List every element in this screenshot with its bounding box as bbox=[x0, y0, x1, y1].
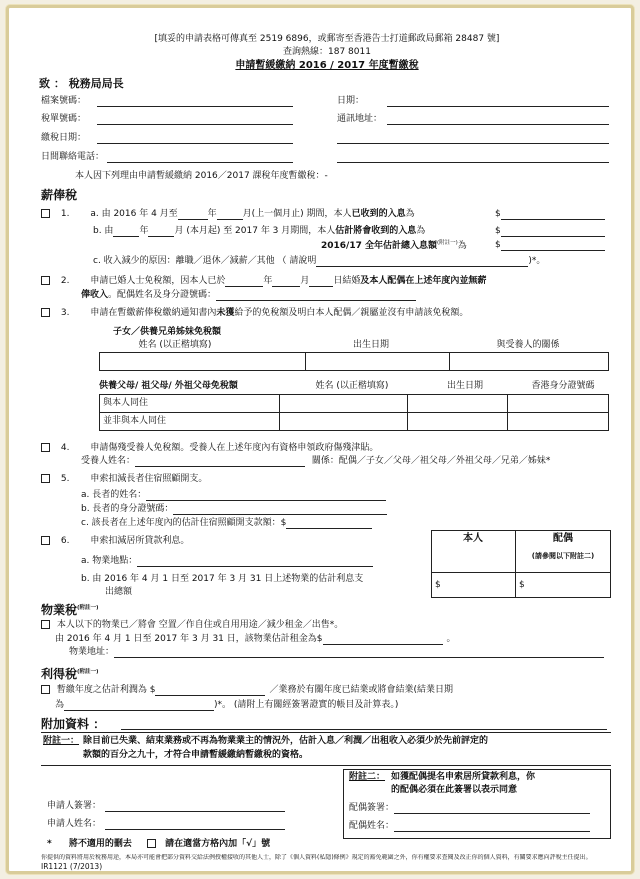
q6-checkbox[interactable] bbox=[41, 536, 50, 545]
q4-relation: 關係：配偶／子女／父母／祖父母／外祖父母／兄弟／姊妹* bbox=[311, 456, 551, 466]
tax-ref-label: 稅單號碼： bbox=[41, 114, 87, 124]
addressee: 致 ： 稅務局局長 bbox=[39, 77, 124, 90]
q4-number: 4. bbox=[60, 443, 70, 453]
profits-line1 bbox=[41, 685, 453, 696]
parents-name-cell[interactable] bbox=[280, 413, 408, 431]
tax-ref-input[interactable] bbox=[97, 124, 293, 125]
parents-table bbox=[99, 394, 609, 431]
q1-number: 1. bbox=[60, 209, 70, 219]
q3-text: 申請在暫繳薪俸稅繳納通知書內 bbox=[90, 308, 217, 318]
property-line1 bbox=[41, 620, 343, 631]
parents-name-cell[interactable] bbox=[280, 395, 408, 413]
q2-row bbox=[41, 276, 486, 287]
q5-b-input[interactable] bbox=[173, 505, 387, 515]
spouse-sign-input[interactable] bbox=[394, 804, 590, 814]
legend-checkbox-icon bbox=[147, 839, 156, 848]
q1-b-post: 為 bbox=[416, 226, 426, 236]
form-number: IR1121 (7/2013) bbox=[41, 862, 103, 871]
property-address-label: 物業地址： bbox=[69, 647, 115, 657]
q1-b-mid: 月 (本月起) 至 2017 年 3 月期間，本人 bbox=[174, 226, 336, 236]
parents-row-label: 並非與本人同住 bbox=[100, 413, 280, 431]
profits-line1-post: ／業務於有關年度已結業或將會結業(結業日期 bbox=[269, 685, 453, 695]
parents-id-cell[interactable] bbox=[508, 395, 609, 413]
property-checkbox[interactable] bbox=[41, 620, 50, 629]
q5-a bbox=[81, 490, 386, 501]
q5-a-label: a. 長者的姓名： bbox=[81, 490, 147, 500]
address-label: 通訊地址： bbox=[337, 114, 383, 124]
parents-col-id: 香港身分證號碼 bbox=[531, 381, 595, 391]
q6-self-header: 本人 bbox=[463, 533, 483, 544]
dollar-sign: $ bbox=[495, 226, 501, 236]
q1-c-end: )*。 bbox=[528, 256, 546, 266]
day-phone-input[interactable] bbox=[107, 162, 293, 163]
q1-total-bold: 2016/17 全年估計總入息額 bbox=[321, 241, 437, 251]
profits-checkbox[interactable] bbox=[41, 685, 50, 694]
spouse-sign-label: 配偶簽署： bbox=[349, 803, 395, 813]
q6-b2: 出總額 bbox=[105, 587, 133, 597]
profits-line2 bbox=[55, 700, 398, 711]
property-line1-text: 本人以下的物業已／將會 空置／作自住或自用用途／減少租金／出售*。 bbox=[56, 620, 344, 630]
privacy-statement: 你提供的資料將用於稅務用途，本局亦可能會把部分資料交給法例授權接收的其他人士，除了《個人資料(私隱)條例》規定的豁免範圍之外，你有權要求查閱及改正你的個人資料，有關要求應向評稅主任提出。 bbox=[41, 854, 592, 861]
file-no-label: 檔案號碼： bbox=[41, 96, 87, 106]
q1-a-amount-input[interactable] bbox=[501, 210, 605, 220]
q2-row-2 bbox=[81, 290, 416, 301]
applicant-sign-input[interactable] bbox=[105, 802, 285, 812]
q5-b bbox=[81, 504, 387, 515]
profits-line2-post: )*。 (請附上有關經簽署證實的帳目及計算表。) bbox=[214, 700, 399, 710]
children-relation-cell[interactable] bbox=[450, 353, 609, 371]
q1-b-year-input[interactable] bbox=[113, 227, 139, 237]
q6-a-input[interactable] bbox=[137, 557, 373, 567]
q1-b-month-input[interactable] bbox=[148, 227, 174, 237]
q1-a-bold: 已收到的入息 bbox=[351, 209, 406, 219]
legend-tick: 請在適當方格內加「√」號 bbox=[165, 839, 271, 849]
q1-c-text: c. 收入減少的原因：離職／退休／減薪／其他 （ 請說明 bbox=[93, 256, 317, 266]
q1-a-post: 為 bbox=[405, 209, 415, 219]
q5-a-input[interactable] bbox=[146, 491, 386, 501]
q6-box-hdivider bbox=[431, 572, 611, 573]
q5-text: 申索扣減長者住宿照顧開支。 bbox=[90, 474, 208, 484]
enquiry-hotline: 查詢熱線：187 8011 bbox=[283, 47, 371, 57]
q6-spouse-amount[interactable]: $ bbox=[519, 580, 525, 590]
due-date-label: 繳稅日期： bbox=[41, 133, 87, 143]
children-col-name: 姓名 (以正楷填寫) bbox=[138, 340, 212, 350]
q5-number: 5. bbox=[60, 474, 70, 484]
parents-col-dob: 出生日期 bbox=[446, 381, 483, 391]
form-frame bbox=[6, 5, 634, 874]
q1-total-sup: (附註一) bbox=[437, 240, 458, 246]
q1-row-b bbox=[93, 226, 425, 237]
spouse-sign bbox=[349, 803, 590, 814]
q1-b-text: b. 由 bbox=[93, 226, 114, 236]
profits-sup: (附註一) bbox=[77, 669, 99, 675]
profits-cessation-input[interactable] bbox=[64, 701, 214, 711]
dollar-sign: $ bbox=[495, 209, 501, 219]
q1-total-post: 為 bbox=[457, 241, 467, 251]
q1-a-year-unit: 年 bbox=[207, 209, 217, 219]
q2-spouse-text: 。配偶姓名及身分證號碼： bbox=[108, 290, 217, 300]
note1-label: 附註一： bbox=[43, 736, 80, 746]
q1-a-mid: 月(上一個月止) 期間，本人 bbox=[242, 209, 352, 219]
children-dob-cell[interactable] bbox=[306, 353, 450, 371]
parents-col-name: 姓名 (以正楷填寫) bbox=[315, 381, 389, 391]
note2-text1: 如獲配偶提名申索居所貸款利息，你 bbox=[391, 772, 536, 782]
date-label: 日期： bbox=[337, 96, 365, 106]
q3-text-post: 給予的免稅額及明白本人配偶／親屬並沒有申請該免稅額。 bbox=[234, 308, 469, 318]
parents-id-cell[interactable] bbox=[508, 413, 609, 431]
q6-text: 申索扣減居所貸款利息。 bbox=[90, 536, 190, 546]
spouse-name-input[interactable] bbox=[394, 822, 590, 832]
q2-spouse-input[interactable] bbox=[216, 291, 416, 301]
q2-day-unit: 日結婚 bbox=[333, 276, 361, 286]
q2-year-unit: 年 bbox=[263, 276, 273, 286]
q6-spouse-header: 配偶 bbox=[553, 533, 573, 544]
q5-row bbox=[41, 474, 207, 485]
property-heading-text: 物業稅 bbox=[41, 603, 78, 617]
spouse-name-label: 配偶姓名： bbox=[349, 821, 395, 831]
file-no-input[interactable] bbox=[97, 106, 293, 107]
q6-spouse-note: (請參閱以下附註二) bbox=[531, 552, 595, 560]
q5-c-input[interactable] bbox=[286, 519, 372, 529]
q2-bold-2: 俸收入 bbox=[81, 290, 109, 300]
q6-number: 6. bbox=[60, 536, 70, 546]
profits-line1-text: 暫繳年度之估計利潤為 $ bbox=[56, 685, 156, 695]
q1-row-c bbox=[93, 256, 545, 267]
q6-a-label: a. 物業地點： bbox=[81, 556, 138, 566]
property-line2-text: 由 2016 年 4 月 1 日至 2017 年 3 月 31 日，該物業估計租金為$ bbox=[55, 634, 323, 644]
applicant-sign bbox=[47, 801, 285, 812]
legend bbox=[47, 839, 270, 850]
profits-heading-text: 利得稅 bbox=[41, 667, 78, 681]
applicant-name-label: 申請人姓名： bbox=[47, 819, 102, 829]
parents-dob-cell[interactable] bbox=[408, 413, 508, 431]
q6-b1: b. 由 2016 年 4 月 1 日至 2017 年 3 月 31 日上述物業的估計利息支 bbox=[81, 574, 364, 584]
children-col-relation: 與受養人的關係 bbox=[496, 340, 560, 350]
spouse-name bbox=[349, 821, 590, 832]
q3-row bbox=[41, 308, 468, 319]
q2-number: 2. bbox=[60, 276, 70, 286]
day-phone-label: 日間聯絡電話： bbox=[41, 152, 105, 162]
additional-info-heading: 附加資料 ： bbox=[41, 717, 106, 731]
dollar-sign: $ bbox=[495, 240, 501, 250]
q5-b-label: b. 長者的身分證號碼： bbox=[81, 504, 174, 514]
profits-amount-input[interactable] bbox=[155, 686, 265, 696]
q1-c-reason-input[interactable] bbox=[316, 257, 528, 267]
q3-number: 3. bbox=[60, 308, 70, 318]
applicant-name bbox=[47, 819, 285, 830]
legend-delete: 將不適用的刪去 bbox=[68, 839, 132, 849]
additional-info-input[interactable] bbox=[121, 729, 607, 730]
q3-checkbox[interactable] bbox=[41, 308, 50, 317]
property-line2-end: 。 bbox=[446, 634, 456, 644]
parents-dob-cell[interactable] bbox=[408, 395, 508, 413]
q3-bold: 未獲 bbox=[216, 308, 235, 318]
children-title: 子女／供養兄弟姊妹免稅額 bbox=[113, 327, 222, 337]
property-address-input[interactable] bbox=[114, 648, 604, 658]
q1-total bbox=[321, 240, 467, 252]
profits-line2-text: 為 bbox=[55, 700, 65, 710]
q4-name-input[interactable] bbox=[135, 457, 305, 467]
q5-c bbox=[81, 518, 372, 529]
applicant-sign-label: 申請人簽署： bbox=[47, 801, 102, 811]
parents-row-label: 與本人同住 bbox=[100, 395, 280, 413]
children-col-dob: 出生日期 bbox=[352, 340, 389, 350]
intro-text: 本人因下列理由申請暫緩繳納 2016／2017 課稅年度暫繳稅：- bbox=[75, 171, 328, 181]
salaries-tax-heading: 薪俸稅 bbox=[41, 188, 78, 202]
property-sup: (附註一) bbox=[77, 605, 99, 611]
q5-checkbox[interactable] bbox=[41, 474, 50, 483]
q6-row bbox=[41, 536, 189, 547]
form-title: 申請暫緩繳納 2016 / 2017 年度暫繳稅 bbox=[235, 60, 419, 71]
q1-row-a bbox=[41, 209, 415, 220]
fax-instruction: [填妥的申請表格可傳真至 2519 6896，或郵寄至香港告士打道郵政局郵箱 28487 號] bbox=[154, 34, 500, 44]
address-input-2[interactable] bbox=[337, 143, 609, 144]
children-name-cell[interactable] bbox=[100, 353, 306, 371]
q2-month-unit: 月 bbox=[300, 276, 310, 286]
note1-text2: 款額的百分之九十，才符合申請暫緩繳納暫繳稅的資格。 bbox=[83, 750, 309, 760]
children-table bbox=[99, 352, 609, 371]
property-rent-input[interactable] bbox=[323, 635, 443, 645]
q2-month-input[interactable] bbox=[272, 277, 300, 287]
q1-b-dollar bbox=[495, 226, 605, 237]
legend-star: * bbox=[47, 839, 52, 849]
q4-row-2 bbox=[81, 456, 550, 467]
q1-total-dollar bbox=[495, 240, 605, 251]
q1-b-year-unit: 年 bbox=[139, 226, 149, 236]
date-input[interactable] bbox=[387, 106, 609, 107]
note1-text1: 除目前已失業、結束業務或不再為物業業主的情況外，估計入息／利潤／出租收入必須少於先前評定的 bbox=[83, 736, 489, 746]
q1-total-amount-input[interactable] bbox=[501, 241, 605, 251]
parents-title: 供養父母/ 祖父母/ 外祖父母免稅額 bbox=[99, 381, 238, 391]
profits-tax-heading bbox=[41, 667, 99, 682]
q1-a-month-input[interactable] bbox=[217, 210, 243, 220]
q1-a-text: a. 由 2016 年 4 月至 bbox=[90, 209, 178, 219]
q5-c-label: c. 該長者在上述年度內的估計住宿照顧開支款額：$ bbox=[81, 518, 287, 528]
q6-a bbox=[81, 556, 373, 567]
q4-checkbox[interactable] bbox=[41, 443, 50, 452]
q4-text: 申請傷殘受養人免稅額。受養人在上述年度內有資格申領政府傷殘津貼。 bbox=[90, 443, 379, 453]
applicant-name-input[interactable] bbox=[105, 820, 285, 830]
q2-year-input[interactable] bbox=[225, 277, 263, 287]
address-input-1[interactable] bbox=[387, 124, 609, 125]
q1-a-year-input[interactable] bbox=[178, 210, 208, 220]
note2-label: 附註二： bbox=[349, 772, 386, 782]
q1-b-amount-input[interactable] bbox=[501, 227, 605, 237]
form-page bbox=[35, 14, 619, 872]
q4-name-label: 受養人姓名： bbox=[81, 456, 136, 466]
q4-row bbox=[41, 443, 378, 454]
property-tax-heading bbox=[41, 603, 99, 618]
q1-b-bold: 估計將會收到的入息 bbox=[335, 226, 417, 236]
note2-text2: 的配偶必須在此簽署以表示同意 bbox=[391, 785, 518, 795]
q2-bold: 及本人配偶在上述年度內並無薪 bbox=[360, 276, 487, 286]
q1-a-dollar bbox=[495, 209, 605, 220]
property-line2 bbox=[55, 634, 456, 645]
q2-text: 申請已婚人士免稅額，因本人已於 bbox=[90, 276, 226, 286]
q1-checkbox[interactable] bbox=[41, 209, 50, 218]
due-date-input[interactable] bbox=[97, 143, 293, 144]
q2-day-input[interactable] bbox=[309, 277, 333, 287]
q6-self-amount[interactable]: $ bbox=[435, 580, 441, 590]
q2-checkbox[interactable] bbox=[41, 276, 50, 285]
property-line3 bbox=[69, 647, 604, 658]
address-input-3[interactable] bbox=[337, 162, 609, 163]
